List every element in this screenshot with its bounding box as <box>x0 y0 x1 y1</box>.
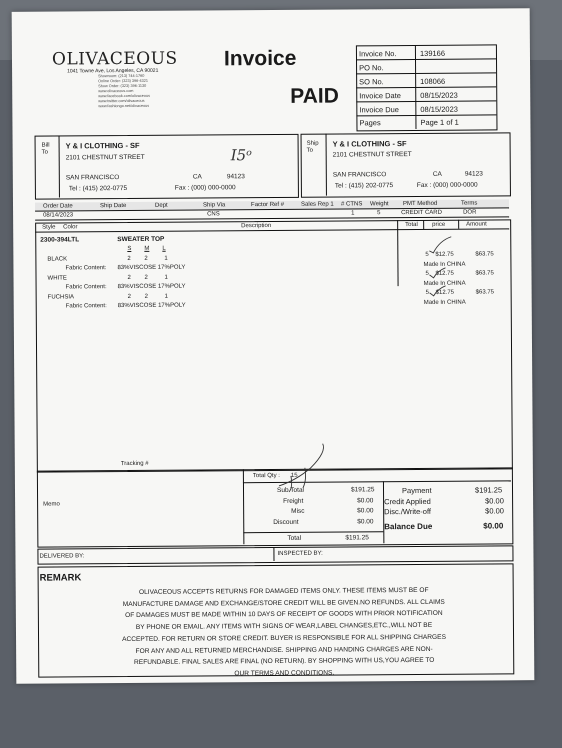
ship-to-state: CA <box>432 170 442 178</box>
totals-block <box>37 467 514 547</box>
ship-to-label: Ship <box>306 140 319 147</box>
total-value: $191.25 <box>345 534 369 542</box>
items-header-style: Style <box>42 224 56 231</box>
items-header-price: price <box>432 221 446 228</box>
inspected-by-label: INSPECTED BY: <box>277 550 323 557</box>
total-qty: 15 <box>290 472 298 479</box>
line-price: $12.75 <box>435 251 454 258</box>
items-header-total: Total <box>405 221 418 229</box>
balance-due-label: Balance Due <box>384 521 433 532</box>
line-price: $12.75 <box>435 270 454 277</box>
disc-writeoff-label: Disc./Write-off <box>384 506 432 517</box>
subtotal-label: Sub Total <box>276 486 305 494</box>
ship-to-label: To <box>306 147 314 154</box>
size-header: L <box>162 245 166 252</box>
invoice-date-label: Invoice Date <box>359 91 401 101</box>
misc-value: $0.00 <box>357 507 374 515</box>
item-description: SWEATER TOP <box>117 235 165 244</box>
bill-to-label: To <box>41 149 49 156</box>
tracking-label: Tracking # <box>120 460 149 468</box>
discount-value: $0.00 <box>357 518 374 526</box>
item-color: FUCHSIA <box>47 294 75 301</box>
order-header: # CTNS <box>340 201 363 208</box>
company-logo: OLIVACEOUS <box>51 48 178 70</box>
signature-row <box>37 545 513 564</box>
remark-line: OF DAMAGES MUST BE MADE WITHIN 10 DAYS OF RECEIPT OF GOODS WITH PRIOR NOTIFICATION <box>125 610 443 620</box>
remark-line: ACCEPTED. FOR RETURN OR STORE CREDIT. BUYER IS RESPONSIBLE FOR ALL SHIPPING CHARGES <box>122 633 446 643</box>
items-header-amount: Amount <box>466 221 487 228</box>
freight-value: $0.00 <box>357 497 374 505</box>
remark-line: OUR TERMS AND CONDITIONS. <box>234 669 335 678</box>
contact-line: Show Order: (323) 396-1130 <box>98 83 147 89</box>
document-title: Invoice <box>223 46 297 71</box>
order-date: 08/14/2023 <box>43 212 74 219</box>
pages-label: Pages <box>359 118 381 128</box>
bill-to-zip: 94123 <box>226 173 245 181</box>
contact-line: www.olivaceous.com <box>98 88 134 94</box>
po-no-label: PO No. <box>359 63 384 73</box>
item-qty: 1 <box>164 274 168 281</box>
delivered-by-label: DELIVERED BY: <box>39 553 85 560</box>
item-color: WHITE <box>47 275 67 282</box>
bill-to-city: SAN FRANCISCO <box>65 174 120 182</box>
contact-line: Online Order: (323) 396-4321 <box>98 78 148 84</box>
check-mark-icon <box>425 235 455 255</box>
remark-line: REFUNDABLE. FINAL SALES ARE FINAL (NO RETURN). BY SHOPPING WITH US,YOU AGREE TO <box>134 657 435 667</box>
item-color: BLACK <box>47 256 68 263</box>
bill-to-name: Y & I CLOTHING - SF <box>65 140 140 151</box>
order-header: Ship Via <box>202 202 226 209</box>
invoice-due-value: 08/15/2023 <box>420 104 458 114</box>
bill-to-tel: Tel : (415) 202-0775 <box>68 185 128 193</box>
payment-value: $191.25 <box>474 485 503 495</box>
fabric-label: Fabric Content: <box>65 265 107 272</box>
bill-to-state: CA <box>192 173 202 181</box>
fabric-content: 83%VISCOSE 17%POLY <box>117 283 186 291</box>
remark-line: MANUFACTURE DAMAGE AND EXCHANGE/STORE CREDIT WILL BE GIVEN.NO REFUNDS. ALL CLAIMS <box>122 598 445 608</box>
contact-line: Showroom: (213) 744-1760 <box>98 73 145 79</box>
misc-label: Misc <box>291 507 305 515</box>
handwritten-scribble-icon <box>277 438 337 494</box>
item-qty: 1 <box>164 255 168 262</box>
item-qty: 1 <box>164 293 169 300</box>
credit-applied-label: Credit Applied <box>384 496 431 507</box>
check-mark-icon <box>425 285 448 297</box>
ship-to-tel: Tel : (415) 202-0775 <box>334 182 394 190</box>
ctns: 1 <box>351 210 355 217</box>
company-address: 1041 Towne Ave, Los Angeles, CA 90021 <box>67 67 159 75</box>
item-qty: 2 <box>127 274 131 282</box>
order-header: PMT Method <box>402 200 438 208</box>
size-header: M <box>144 245 150 252</box>
item-qty: 2 <box>144 293 149 300</box>
ship-to-street: 2101 CHESTNUT STREET <box>332 151 412 159</box>
origin: Made In CHINA <box>423 299 466 306</box>
total-label: Total <box>287 534 302 542</box>
size-header: S <box>127 245 132 253</box>
so-no-value: 108066 <box>420 76 446 86</box>
line-amount: $63.75 <box>475 270 494 277</box>
fabric-content: 83%VISCOSE 17%POLY <box>117 264 186 272</box>
discount-label: Discount <box>273 518 299 527</box>
subtotal-value: $191.25 <box>350 486 375 494</box>
contact-line: www.twitter.com/olivaceous <box>98 98 145 104</box>
remark-title: REMARK <box>39 572 82 584</box>
ship-via: CNS <box>207 211 220 218</box>
balance-due-value: $0.00 <box>483 521 504 531</box>
freight-label: Freight <box>283 497 304 505</box>
pages-value: Page 1 of 1 <box>420 117 459 127</box>
so-no-label: SO No. <box>359 77 384 87</box>
line-amount: $63.75 <box>475 289 495 296</box>
pmt-method: CREDIT CARD <box>401 209 443 217</box>
line-price: $12.75 <box>435 289 455 296</box>
ship-to-fax: Fax : (000) 000-0000 <box>416 181 478 189</box>
order-header: Ship Date <box>99 203 127 210</box>
contact-line: www.facebook.com/olivaceous <box>98 93 150 99</box>
ship-to-city: SAN FRANCISCO <box>332 171 387 179</box>
invoice-paper <box>12 8 535 684</box>
line-amount: $63.75 <box>475 251 494 258</box>
item-qty: 2 <box>127 255 131 263</box>
origin: Made In CHINA <box>423 280 466 287</box>
fabric-label: Fabric Content: <box>65 303 107 310</box>
ship-to-zip: 94123 <box>464 170 483 178</box>
order-header: Sales Rep 1 <box>300 201 334 208</box>
invoice-date-value: 08/15/2023 <box>420 90 458 100</box>
total-qty-label: Total Qty : <box>252 472 280 480</box>
line-total: 5 <box>425 251 429 258</box>
line-total: 5 <box>425 270 429 277</box>
item-qty: 2 <box>144 255 148 262</box>
items-header-description: Description <box>241 223 272 230</box>
memo-label: Memo <box>43 501 60 508</box>
fabric-label: Fabric Content: <box>65 284 107 291</box>
items-header-color: Color <box>63 224 78 231</box>
line-total: 5 <box>425 289 429 296</box>
order-header: Dept <box>154 202 168 209</box>
fabric-content: 83%VISCOSE 17%POLY <box>117 302 186 310</box>
credit-applied-value: $0.00 <box>485 496 504 506</box>
payment-label: Payment <box>401 485 432 496</box>
bill-to-label: Bill <box>41 142 50 149</box>
terms: DOR <box>463 209 477 216</box>
remark-line: OLIVACEOUS ACCEPTS RETURNS FOR DAMAGED ITEMS ONLY. THESE ITEMS MUST BE OF <box>138 586 429 596</box>
remark-line: BY PHONE OR EMAIL. ANY ITEMS WITH SIGNS OF WEAR,LABEL CHANGES,ETC.,WILL NOT BE <box>135 622 433 632</box>
check-mark-icon <box>427 267 447 279</box>
origin: Made In CHINA <box>423 261 466 268</box>
remark-line: FOR ANY AND ALL RETURNED MERCHANDISE. SHIPPING AND HANDING CHARGES ARE NON- <box>135 645 433 655</box>
order-header: Weight <box>369 201 389 208</box>
weight: 5 <box>377 210 381 217</box>
bill-to-fax: Fax : (000) 000-0000 <box>174 184 236 192</box>
invoice-no-label: Invoice No. <box>358 49 397 59</box>
disc-writeoff-value: $0.00 <box>485 506 504 516</box>
item-qty: 2 <box>127 293 132 301</box>
handwritten-note: I5ᵒ <box>230 146 252 165</box>
ship-to-name: Y & I CLOTHING - SF <box>332 139 407 149</box>
paid-status: PAID <box>290 84 339 108</box>
item-style: 2300-394LTL <box>40 236 80 244</box>
invoice-due-label: Invoice Due <box>359 105 399 115</box>
bill-to-street: 2101 CHESTNUT STREET <box>65 153 145 162</box>
order-header: Factor Ref # <box>250 201 285 209</box>
item-qty: 2 <box>144 274 148 281</box>
contact-line: www.fashiongo.net/olivaceous <box>98 103 150 109</box>
order-header: Order Date <box>43 203 73 210</box>
order-header: Terms <box>460 200 478 207</box>
invoice-no-value: 139166 <box>419 48 446 58</box>
remark-text <box>96 585 473 681</box>
